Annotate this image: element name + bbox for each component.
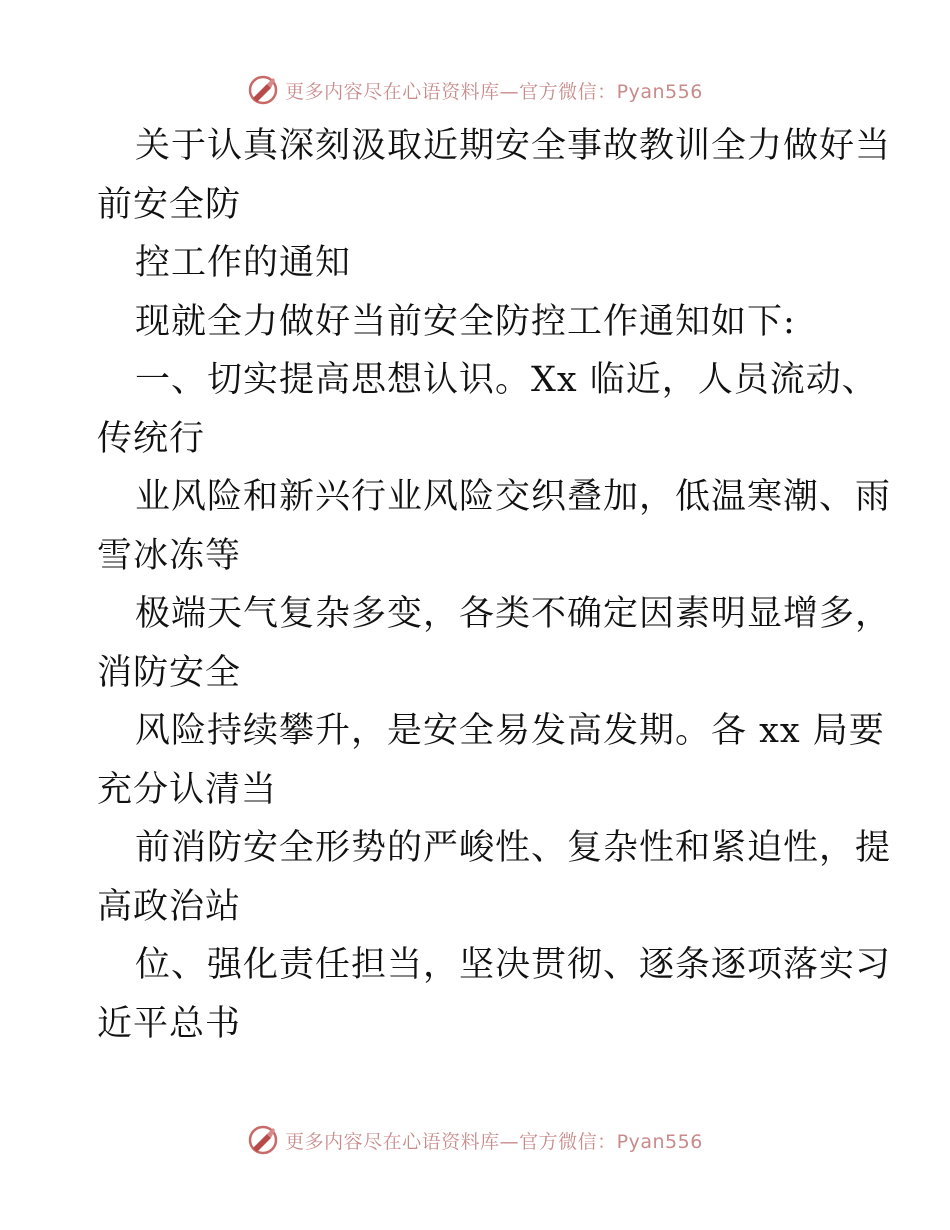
text-line: 消防安全	[97, 652, 242, 693]
text-line: 雪冰冻等	[97, 535, 242, 576]
text-line: 充分认清当	[97, 769, 278, 810]
text-line: 位、强化责任担当，坚决贯彻、逐条逐项落实习	[135, 945, 892, 985]
watermark-text: 更多内容尽在心语资料库—官方微信：Pyan556	[285, 80, 703, 103]
text-line: 前安全防	[97, 184, 242, 225]
text-line: 关于认真深刻汲取近期安全事故教训全力做好当	[135, 126, 892, 166]
text-line: 近平总书	[97, 1003, 242, 1044]
text-line: 一、切实提高思想认识。Xx 临近，人员流动、	[135, 360, 878, 400]
text-line: 现就全力做好当前安全防控工作通知如下:	[135, 301, 796, 342]
text-line: 风险持续攀升，是安全易发高发期。各 xx 局要	[135, 711, 885, 751]
text-line: 前消防安全形势的严峻性、复杂性和紧迫性，提	[135, 828, 892, 868]
document-body	[0, 117, 950, 1053]
logo-icon	[247, 1124, 279, 1156]
watermark-banner-bottom	[0, 1120, 950, 1160]
watermark-text: 更多内容尽在心语资料库—官方微信：Pyan556	[285, 1130, 703, 1153]
text-line: 业风险和新兴行业风险交织叠加，低温寒潮、雨	[135, 477, 892, 517]
logo-icon	[247, 74, 279, 106]
text-line: 极端天气复杂多变，各类不确定因素明显增多，	[135, 594, 892, 634]
text-line: 传统行	[97, 418, 206, 459]
watermark-banner-top	[0, 70, 950, 110]
text-line: 高政治站	[97, 886, 242, 927]
text-line: 控工作的通知	[135, 243, 352, 283]
